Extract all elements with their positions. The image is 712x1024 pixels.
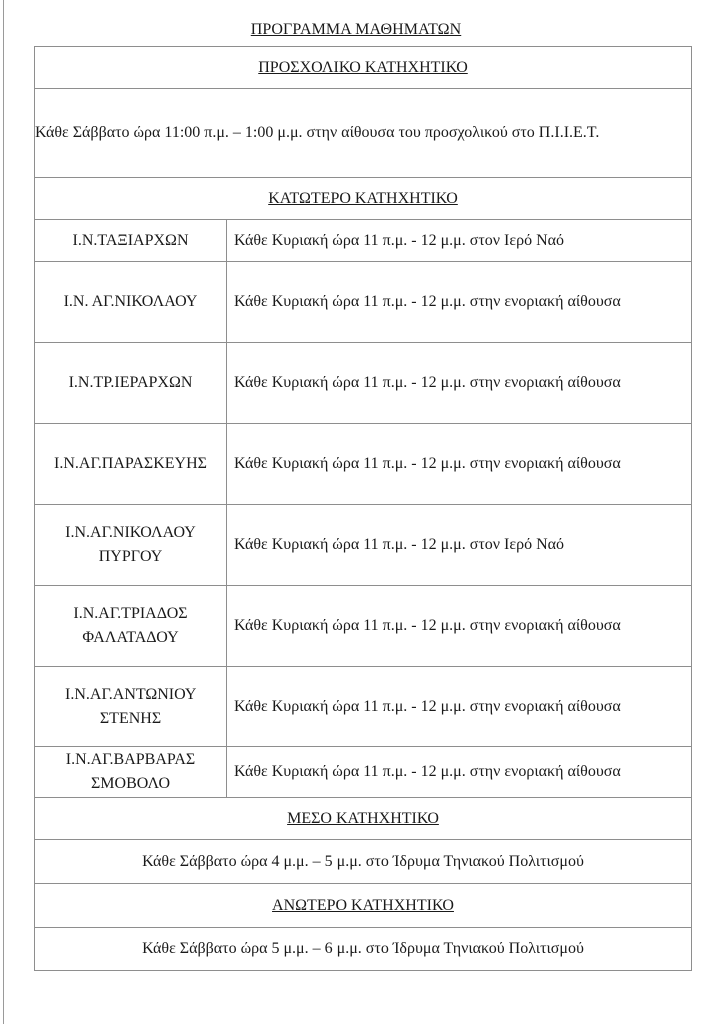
parish-schedule: Κάθε Κυριακή ώρα 11 π.μ. - 12 μ.μ. στην ενοριακή αίθουσα bbox=[227, 667, 692, 747]
table-row bbox=[35, 220, 692, 262]
parish-schedule: Κάθε Κυριακή ώρα 11 π.μ. - 12 μ.μ. στην ενοριακή αίθουσα bbox=[227, 586, 692, 667]
parish-schedule: Κάθε Κυριακή ώρα 11 π.μ. - 12 μ.μ. στην ενοριακή αίθουσα bbox=[227, 424, 692, 505]
table-row bbox=[35, 424, 692, 505]
document-title: ΠΡΟΓΡΑΜΜΑ ΜΑΘΗΜΑΤΩΝ bbox=[250, 21, 462, 38]
parish-schedule: Κάθε Κυριακή ώρα 11 π.μ. - 12 μ.μ. στην ενοριακή αίθουσα bbox=[227, 343, 692, 424]
middle-schedule-row bbox=[35, 840, 692, 884]
middle-schedule: Κάθε Σάββατο ώρα 4 μ.μ. – 5 μ.μ. στο Ίδρυμα Τηνιακού Πολιτισμού bbox=[35, 840, 692, 884]
section-heading-middle bbox=[35, 798, 692, 840]
preschool-schedule: Κάθε Σάββατο ώρα 11:00 π.μ. – 1:00 μ.μ. στην αίθουσα του προσχολικού στο Π.Ι.Ι.Ε.Τ. bbox=[35, 89, 692, 178]
parish-name: Ι.Ν.ΑΓ.ΠΑΡΑΣΚΕΥΗΣ bbox=[35, 424, 227, 505]
parish-name: Ι.Ν. ΑΓ.ΝΙΚΟΛΑΟΥ bbox=[35, 262, 227, 343]
page-edge bbox=[3, 0, 4, 1024]
parish-name: Ι.Ν.ΑΓ.ΑΝΤΩΝΙΟΥ ΣΤΕΝΗΣ bbox=[35, 667, 227, 747]
upper-heading: ΑΝΩΤΕΡΟ ΚΑΤΗΧΗΤΙΚΟ bbox=[35, 884, 692, 928]
section-heading-upper bbox=[35, 884, 692, 928]
parish-schedule: Κάθε Κυριακή ώρα 11 π.μ. - 12 μ.μ. στον Ιερό Ναό bbox=[227, 505, 692, 586]
parish-schedule: Κάθε Κυριακή ώρα 11 π.μ. - 12 μ.μ. στον Ιερό Ναό bbox=[227, 220, 692, 262]
parish-name: Ι.Ν.ΑΓ.ΒΑΡΒΑΡΑΣ ΣΜΟΒΟΛΟ bbox=[35, 747, 227, 798]
parish-schedule: Κάθε Κυριακή ώρα 11 π.μ. - 12 μ.μ. στην ενοριακή αίθουσα bbox=[227, 747, 692, 798]
upper-schedule: Κάθε Σάββατο ώρα 5 μ.μ. – 6 μ.μ. στο Ίδρυμα Τηνιακού Πολιτισμού bbox=[35, 928, 692, 971]
parish-name: Ι.Ν.ΑΓ.ΤΡΙΑΔΟΣ ΦΑΛΑΤΑΔΟΥ bbox=[35, 586, 227, 667]
middle-heading: ΜΕΣΟ ΚΑΤΗΧΗΤΙΚΟ bbox=[35, 798, 692, 840]
table-row bbox=[35, 505, 692, 586]
lower-heading: ΚΑΤΩΤΕΡΟ ΚΑΤΗΧΗΤΙΚΟ bbox=[35, 178, 692, 220]
schedule-table bbox=[34, 46, 692, 971]
table-row bbox=[35, 586, 692, 667]
upper-schedule-row bbox=[35, 928, 692, 971]
table-row bbox=[35, 747, 692, 798]
preschool-heading: ΠΡΟΣΧΟΛΙΚΟ ΚΑΤΗΧΗΤΙΚΟ bbox=[35, 47, 692, 89]
section-heading-lower bbox=[35, 178, 692, 220]
parish-schedule: Κάθε Κυριακή ώρα 11 π.μ. - 12 μ.μ. στην ενοριακή αίθουσα bbox=[227, 262, 692, 343]
parish-name: Ι.Ν.ΑΓ.ΝΙΚΟΛΑΟΥ ΠΥΡΓΟΥ bbox=[35, 505, 227, 586]
parish-name: Ι.Ν.ΤΡ.ΙΕΡΑΡΧΩΝ bbox=[35, 343, 227, 424]
section-heading-preschool bbox=[35, 47, 692, 89]
table-row bbox=[35, 343, 692, 424]
table-row bbox=[35, 667, 692, 747]
table-row bbox=[35, 262, 692, 343]
parish-name: Ι.Ν.ΤΑΞΙΑΡΧΩΝ bbox=[35, 220, 227, 262]
preschool-schedule-row bbox=[35, 89, 692, 178]
